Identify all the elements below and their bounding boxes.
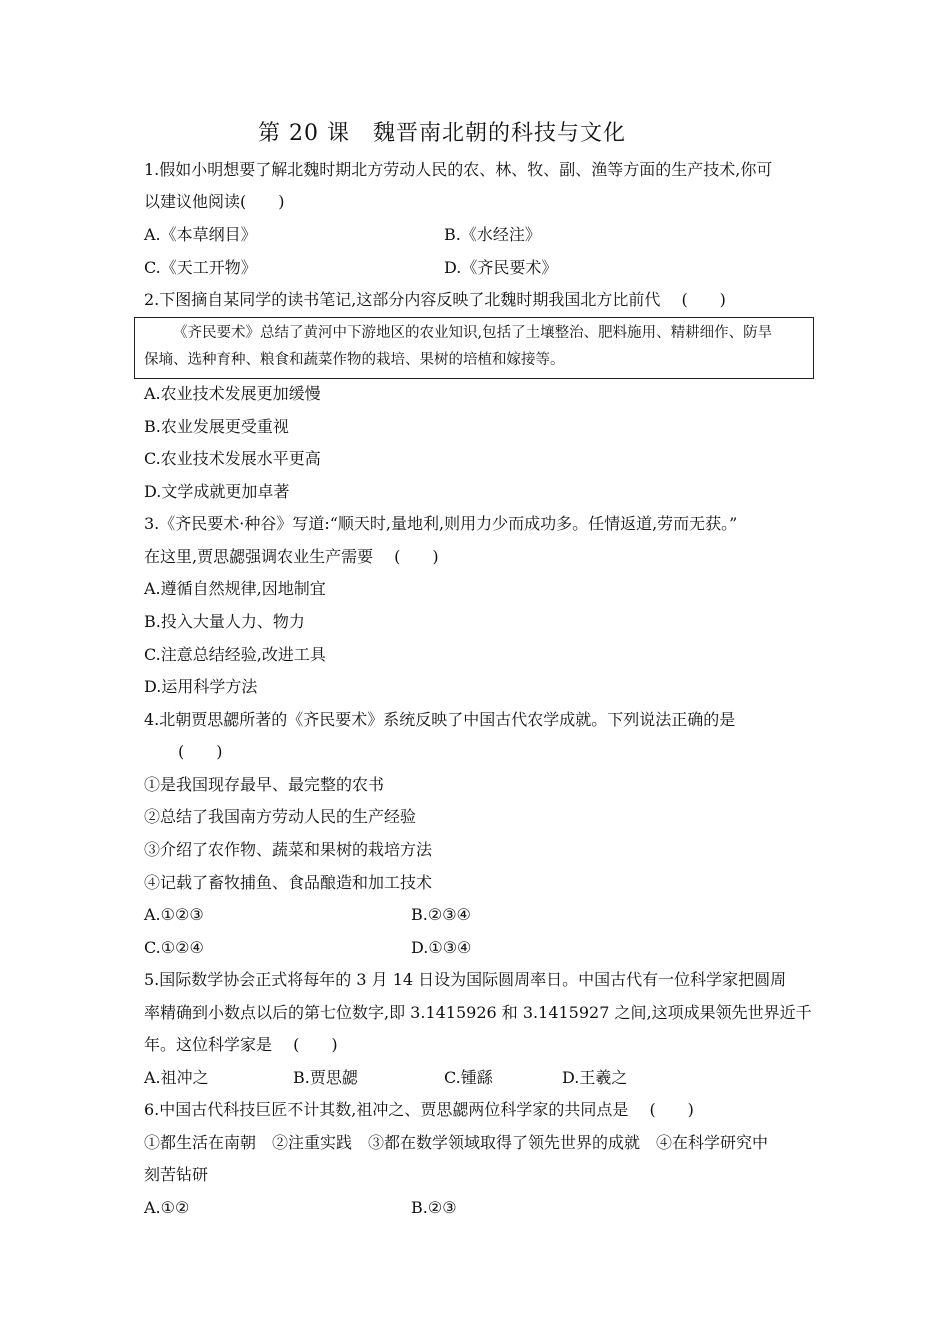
option-c: C.注意总结经验,改进工具 xyxy=(144,645,326,664)
option-b: B.《水经注》 xyxy=(444,225,541,244)
question-stem: 3.《齐民要术·种谷》写道:“顺天时,量地利,则用力少而成功多。任情返道,劳而无获。” xyxy=(144,514,738,533)
reading-note-box xyxy=(134,317,814,379)
question-stem: 刻苦钻研 xyxy=(144,1165,209,1184)
option-c: C.锺繇 xyxy=(444,1068,493,1087)
option-a: A.①② xyxy=(144,1198,190,1217)
statement-4: ④记载了畜牧捕鱼、食品酿造和加工技术 xyxy=(144,873,433,892)
page-title: 第 20 课 魏晋南北朝的科技与文化 xyxy=(258,121,626,146)
note-text: 保墒、选种育种、粮食和蔬菜作物的栽培、果树的培植和嫁接等。 xyxy=(144,352,565,368)
question-stem: ①都生活在南朝 ②注重实践 ③都在数学领域取得了领先世界的成就 ④在科学研究中 xyxy=(144,1133,769,1152)
option-b: B.投入大量人力、物力 xyxy=(144,612,305,631)
question-stem: 6.中国古代科技巨匠不计其数,祖冲之、贾思勰两位科学家的共同点是 ( ) xyxy=(144,1100,694,1119)
question-stem: 在这里,贾思勰强调农业生产需要 ( ) xyxy=(144,547,439,566)
statement-1: ①是我国现存最早、最完整的农书 xyxy=(144,775,385,794)
option-c: C.《天工开物》 xyxy=(144,258,257,277)
option-d: D.《齐民要术》 xyxy=(444,258,558,277)
option-d: D.①③④ xyxy=(411,938,472,957)
question-stem: 4.北朝贾思勰所著的《齐民要术》系统反映了中国古代农学成就。下列说法正确的是 xyxy=(144,710,736,729)
statement-2: ②总结了我国南方劳动人民的生产经验 xyxy=(144,807,417,826)
option-d: D.运用科学方法 xyxy=(144,677,258,696)
option-b: B.农业发展更受重视 xyxy=(144,417,289,436)
option-d: D.文学成就更加卓著 xyxy=(144,482,290,501)
option-c: C.①②④ xyxy=(144,938,204,957)
question-stem: 2.下图摘自某同学的读书笔记,这部分内容反映了北魏时期我国北方比前代 ( ) xyxy=(144,290,726,309)
option-a: A.农业技术发展更加缓慢 xyxy=(144,384,321,403)
option-a: A.《本草纲目》 xyxy=(144,225,257,244)
question-stem: 以建议他阅读( ) xyxy=(144,192,285,211)
statement-3: ③介绍了农作物、蔬菜和果树的栽培方法 xyxy=(144,840,433,859)
question-stem: ( ) xyxy=(178,742,223,761)
question-stem: 1.假如小明想要了解北魏时期北方劳动人民的农、林、牧、副、渔等方面的生产技术,你可 xyxy=(144,160,773,179)
option-a: A.遵循自然规律,因地制宜 xyxy=(144,579,326,598)
note-text: 《齐民要术》总结了黄河中下游地区的农业知识,包括了土壤整治、肥料施用、精耕细作、防旱 xyxy=(173,325,773,341)
question-stem: 年。这位科学家是 ( ) xyxy=(144,1035,338,1054)
option-c: C.农业技术发展水平更高 xyxy=(144,449,321,468)
question-stem: 率精确到小数点以后的第七位数字,即 3.1415926 和 3.1415927 之间,这项成果领先世界近千 xyxy=(144,1003,812,1022)
question-stem: 5.国际数学协会正式将每年的 3 月 14 日设为国际圆周率日。中国古代有一位科学家把圆周 xyxy=(144,970,787,989)
option-a: A.①②③ xyxy=(144,905,204,924)
option-b: B.贾思勰 xyxy=(293,1068,358,1087)
option-b: B.②③④ xyxy=(411,905,471,924)
option-d: D.王羲之 xyxy=(562,1068,628,1087)
option-a: A.祖冲之 xyxy=(144,1068,209,1087)
option-b: B.②③ xyxy=(411,1198,457,1217)
